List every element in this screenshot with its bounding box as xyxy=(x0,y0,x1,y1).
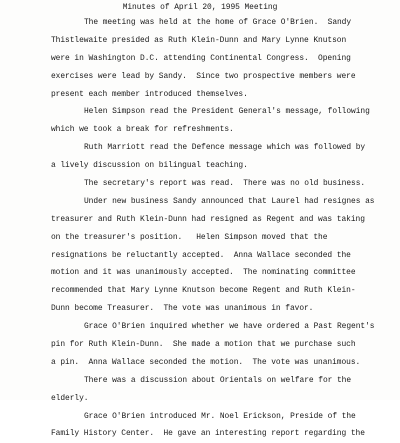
document-line: a pin. Anna Wallace seconded the motion. The vote was unanimous. xyxy=(51,357,361,367)
document-line: exercises were lead by Sandy. Since two prospective members were xyxy=(51,71,356,81)
document-line: on the treasurer's position. Helen Simpson moved that the xyxy=(51,232,328,242)
document-line: Under new business Sandy announced that Laurel had resignes as xyxy=(84,196,375,206)
document-line: The meeting was held at the home of Grace O'Brien. Sandy xyxy=(84,18,352,27)
document-line: which we took a break for refreshments. xyxy=(51,125,234,135)
document-line: motion and it was unanimously accepted. The nominating committee xyxy=(51,268,356,278)
document-line: Thistlewaite presided as Ruth Klein-Dunn and Mary Lynne Knutson xyxy=(51,35,347,45)
document-line: Grace O'Brien inquired whether we have ordered a Past Regent's xyxy=(84,322,375,332)
document-line: elderly. xyxy=(51,393,89,403)
document-body xyxy=(51,14,381,443)
document-line: Helen Simpson read the President General's message, following xyxy=(84,107,370,117)
document-line: pin for Ruth Klein-Dunn. She made a motion that we purchase such xyxy=(51,340,356,350)
document-line: a lively discussion on bilingual teaching. xyxy=(51,161,248,171)
document-line: The secretary's report was read. There was no old business. xyxy=(84,179,366,189)
document-line: There was a discussion about Orientals on welfare for the xyxy=(84,375,352,385)
document-line: resignations be reluctantly accepted. Anna Wallace seconded the xyxy=(51,250,351,260)
document-line: Family History Center. He gave an interesting report regarding the xyxy=(51,429,365,439)
document-line: present each member introduced themselves. xyxy=(51,89,248,99)
document-line: Grace O'Brien introduced Mr. Noel Erickson, Preside of the xyxy=(84,411,356,421)
document-line: recommended that Mary Lynne Knutson become Regent and Ruth Klein- xyxy=(51,286,356,296)
document-line: Dunn become Treasurer. The vote was unanimous in favor. xyxy=(51,304,314,314)
document-title: Minutes of April 20, 1995 Meeting xyxy=(122,3,278,12)
document-line: were in Washington D.C. attending Continental Congress. Opening xyxy=(51,53,351,63)
document-line: treasurer and Ruth Klein-Dunn had resigned as Regent and was taking xyxy=(51,214,365,224)
document-line: Ruth Marriott read the Defence message which was followed by xyxy=(84,143,366,153)
